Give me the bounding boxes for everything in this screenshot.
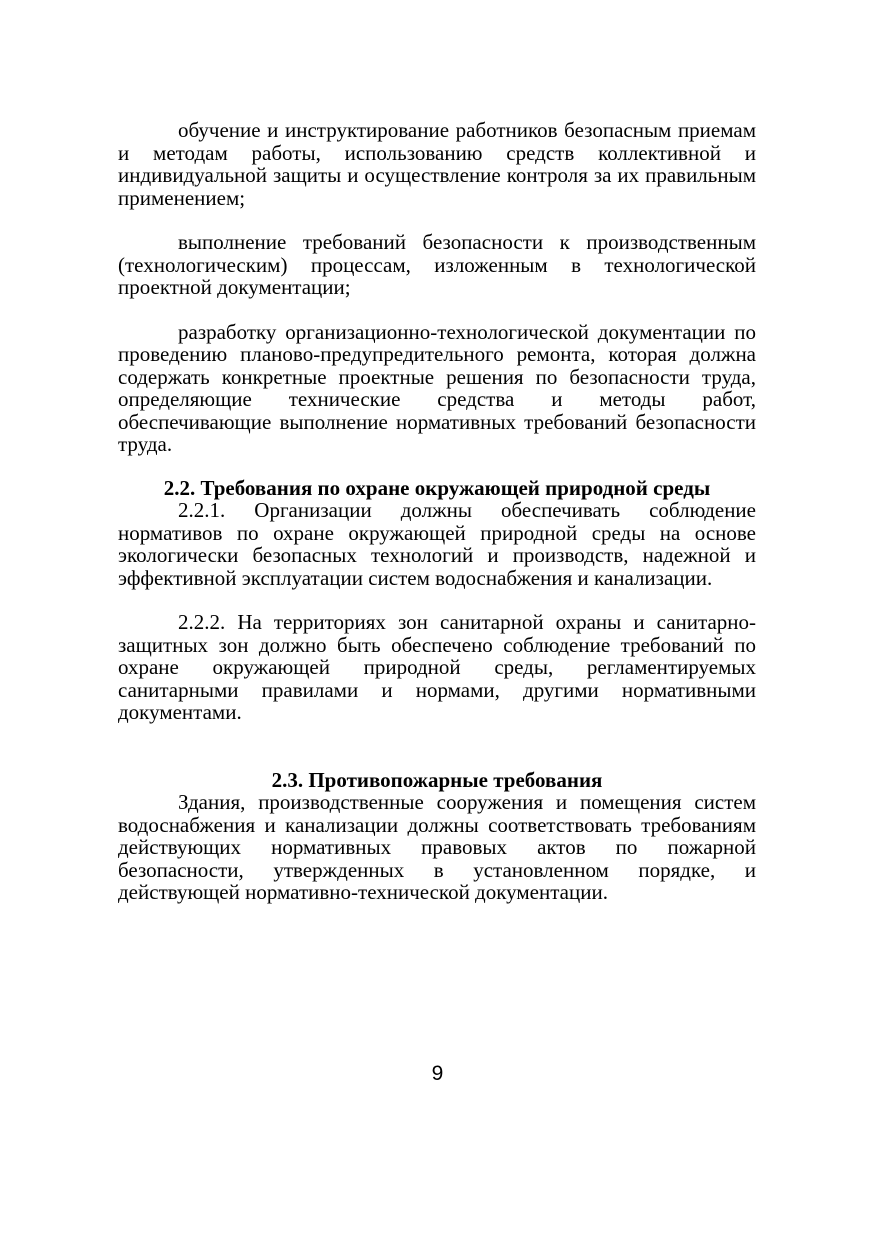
paragraph-2-2-2: 2.2.2. На территориях зон санитарной охраны и санитарно-защитных зон должно быть обеспечено соблюдение требований по охране окружающей природной среды, регламентируемых санитарными правилами и нормами, другими нормативными документами. — [118, 610, 756, 724]
paragraph-training: обучение и инструктирование работников безопасным приемам и методам работы, использованию средств коллективной и индивидуальной защиты и осуществление контроля за их правильным применением; — [118, 118, 756, 210]
document-page — [118, 119, 756, 904]
section-heading-2-2: 2.2. Требования по охране окружающей природной среды — [163, 475, 711, 500]
page-number: 9 — [431, 1062, 444, 1085]
paragraph-2-3: Здания, производственные сооружения и помещения систем водоснабжения и канализации должны соответствовать требованиям действующих нормативных правовых актов по пожарной безопасности, утвержденных в установленном порядке, и действующей нормативно-технической документации. — [118, 790, 756, 904]
paragraph-maintenance-docs: разработку организационно-технологической документации по проведению планово-предупредительного ремонта, которая должна содержать конкретные проектные решения по безопасности труда, определяющие технические средства и методы работ, обеспечивающие выполнение нормативных требований безопасности труда. — [118, 319, 756, 456]
paragraph-process-requirements: выполнение требований безопасности к производственным (технологическим) процессам, изложенным в технологической проектной документации; — [118, 230, 756, 299]
section-heading-2-3: 2.3. Противопожарные требования — [271, 767, 603, 792]
paragraph-2-2-1: 2.2.1. Организации должны обеспечивать соблюдение нормативов по охране окружающей природной среды на основе экологически безопасных технологий и производств, надежной и эффективной эксплуатации систем водоснабжения и канализации. — [118, 498, 756, 590]
